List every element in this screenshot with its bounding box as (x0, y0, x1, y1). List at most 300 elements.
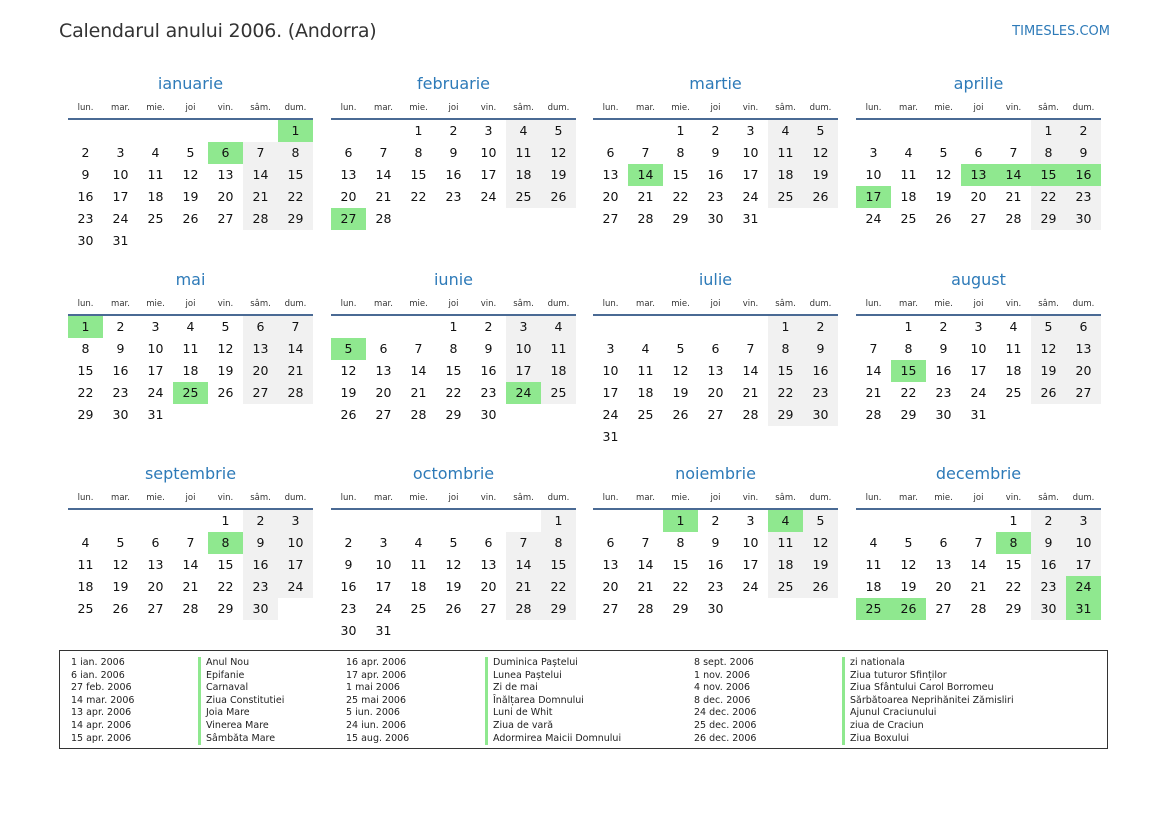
day-grid (856, 510, 1101, 620)
calendar-day: 30 (935, 407, 952, 422)
calendar-day: 24 (865, 211, 882, 226)
month-mai (68, 269, 313, 426)
calendar-day: 29 (1005, 601, 1022, 616)
calendar-day: 25 (768, 186, 803, 208)
calendar-day: 2 (484, 319, 493, 334)
weekday-label: mar. (374, 103, 393, 113)
calendar-day: 5 (541, 120, 576, 142)
calendar-day: 15 (77, 363, 94, 378)
calendar-day: 30 (803, 404, 838, 426)
calendar-day: 17 (147, 363, 164, 378)
calendar-day: 22 (541, 576, 576, 598)
calendar-day: 7 (1009, 145, 1018, 160)
calendar-day: 31 (602, 429, 619, 444)
calendar-day: 3 (746, 513, 755, 528)
empty-cell (926, 510, 961, 532)
calendar-day: 5 (1031, 316, 1066, 338)
holiday-date: 26 dec. 2006 (694, 732, 757, 744)
empty-cell (663, 316, 698, 338)
weekday-label: mar. (636, 103, 655, 113)
calendar-day: 7 (186, 535, 195, 550)
weekday-label: lun. (340, 103, 357, 113)
calendar-day: 28 (506, 598, 541, 620)
empty-cell (593, 120, 628, 142)
holiday-date: 24 dec. 2006 (694, 707, 757, 719)
calendar-day: 26 (803, 576, 838, 598)
holiday-day: 6 (208, 142, 243, 164)
calendar-day: 14 (865, 363, 882, 378)
calendar-day: 11 (410, 557, 427, 572)
month-name: decembrie (935, 464, 1022, 483)
calendar-day: 24 (480, 189, 497, 204)
calendar-day: 13 (480, 557, 497, 572)
empty-cell (243, 120, 278, 142)
holiday-name: Lunea Paștelui (485, 670, 621, 683)
calendar-day: 12 (803, 532, 838, 554)
calendar-day: 15 (410, 167, 427, 182)
weekday-label: dum. (547, 103, 570, 113)
weekday-label: mie. (409, 103, 428, 113)
calendar-day: 9 (344, 557, 353, 572)
calendar-day: 2 (449, 123, 458, 138)
calendar-day: 31 (375, 623, 392, 638)
calendar-day: 28 (1005, 211, 1022, 226)
month-septembrie (68, 463, 313, 620)
weekday-label: sâm. (250, 103, 271, 113)
empty-cell (593, 510, 628, 532)
empty-cell (996, 120, 1031, 142)
calendar-day: 11 (768, 142, 803, 164)
holiday-dates-column (346, 657, 409, 745)
empty-cell (103, 120, 138, 142)
day-grid (68, 316, 313, 426)
weekday-header (856, 295, 1101, 313)
empty-cell (698, 316, 733, 338)
calendar-day: 25 (1005, 385, 1022, 400)
holiday-name: Ziua Sfântului Carol Borromeu (842, 682, 1014, 695)
holiday-name: Ziua de vară (485, 720, 621, 733)
calendar-day: 20 (375, 385, 392, 400)
calendar-day: 26 (340, 407, 357, 422)
calendar-day: 18 (410, 579, 427, 594)
calendar-day: 5 (186, 145, 195, 160)
calendar-day: 15 (445, 363, 462, 378)
calendar-day: 1 (414, 123, 423, 138)
weekday-label: mie. (146, 493, 165, 503)
holiday-name: Ziua Boxului (842, 733, 1014, 746)
calendar-day: 25 (637, 407, 654, 422)
calendar-day: 27 (243, 382, 278, 404)
calendar-day: 9 (939, 341, 948, 356)
holiday-date: 15 apr. 2006 (71, 732, 132, 744)
holiday-date: 5 iun. 2006 (346, 707, 400, 719)
calendar-day: 18 (541, 360, 576, 382)
calendar-day: 11 (541, 338, 576, 360)
calendar-day: 30 (243, 598, 278, 620)
calendar-day: 19 (445, 579, 462, 594)
holiday-day: 13 (961, 164, 996, 186)
calendar-day: 28 (243, 208, 278, 230)
calendar-day: 26 (112, 601, 129, 616)
empty-cell (926, 120, 961, 142)
calendar-day: 25 (410, 601, 427, 616)
calendar-day: 22 (672, 189, 689, 204)
empty-cell (331, 120, 366, 142)
weekday-label: sâm. (513, 299, 534, 309)
empty-cell (436, 510, 471, 532)
calendar-day: 8 (676, 535, 685, 550)
calendar-day: 17 (506, 360, 541, 382)
weekday-label: vin. (480, 299, 497, 309)
empty-cell (733, 316, 768, 338)
calendar-day: 15 (672, 167, 689, 182)
calendar-day: 29 (217, 601, 234, 616)
calendar-day: 19 (935, 189, 952, 204)
calendar-day: 16 (112, 363, 129, 378)
weekday-label: lun. (602, 103, 619, 113)
calendar-day: 6 (243, 316, 278, 338)
calendar-day: 9 (1066, 142, 1101, 164)
calendar-day: 8 (541, 532, 576, 554)
site-link[interactable]: TIMESLES.COM (1012, 24, 1110, 39)
calendar-day: 21 (865, 385, 882, 400)
month-noiembrie (593, 463, 838, 620)
weekday-label: mar. (636, 299, 655, 309)
calendar-day: 9 (711, 535, 720, 550)
weekday-label: vin. (217, 493, 234, 503)
calendar-day: 15 (278, 164, 313, 186)
calendar-day: 21 (1005, 189, 1022, 204)
holiday-name: Carnaval (198, 682, 284, 695)
calendar-day: 14 (182, 557, 199, 572)
calendar-day: 20 (147, 579, 164, 594)
calendar-day: 26 (445, 601, 462, 616)
holiday-name: Sâmbăta Mare (198, 733, 284, 746)
weekday-label: joi (710, 493, 721, 503)
calendar-day: 7 (869, 341, 878, 356)
holiday-day: 5 (331, 338, 366, 360)
calendar-day: 30 (112, 407, 129, 422)
holiday-date: 24 iun. 2006 (346, 719, 407, 731)
month-name: octombrie (412, 464, 495, 483)
weekday-label: joi (973, 103, 984, 113)
calendar-day: 6 (606, 145, 615, 160)
calendar-day: 4 (506, 120, 541, 142)
empty-cell (401, 316, 436, 338)
calendar-day: 23 (243, 576, 278, 598)
calendar-day: 27 (602, 601, 619, 616)
calendar-day: 8 (768, 338, 803, 360)
calendar-day: 20 (217, 189, 234, 204)
calendar-day: 6 (711, 341, 720, 356)
calendar-day: 12 (340, 363, 357, 378)
calendar-day: 9 (449, 145, 458, 160)
calendar-day: 7 (243, 142, 278, 164)
calendar-day: 14 (410, 363, 427, 378)
calendar-day: 8 (904, 341, 913, 356)
calendar-day: 26 (803, 186, 838, 208)
calendar-day: 21 (278, 360, 313, 382)
calendar-day: 15 (541, 554, 576, 576)
weekday-label: mie. (934, 103, 953, 113)
calendar-day: 18 (637, 385, 654, 400)
calendar-day: 27 (217, 211, 234, 226)
holiday-dates-column (694, 657, 756, 745)
weekday-label: mie. (671, 493, 690, 503)
holiday-date: 4 nov. 2006 (694, 682, 750, 694)
holiday-day: 1 (278, 120, 313, 142)
calendar-day: 4 (541, 316, 576, 338)
holiday-day: 24 (506, 382, 541, 404)
weekday-header (593, 99, 838, 117)
calendar-day: 15 (768, 360, 803, 382)
weekday-label: dum. (809, 493, 832, 503)
calendar-day: 22 (445, 385, 462, 400)
calendar-day: 2 (1066, 120, 1101, 142)
month-name: iulie (698, 270, 733, 289)
calendar-day: 24 (602, 407, 619, 422)
month-octombrie (331, 463, 576, 642)
weekday-label: joi (448, 299, 459, 309)
weekday-label: mar. (636, 493, 655, 503)
calendar-day: 10 (865, 167, 882, 182)
empty-cell (401, 510, 436, 532)
holiday-day: 15 (1031, 164, 1066, 186)
holiday-day: 25 (173, 382, 208, 404)
empty-cell (961, 510, 996, 532)
month-name: august (951, 270, 1006, 289)
calendar-day: 6 (484, 535, 493, 550)
empty-cell (628, 510, 663, 532)
calendar-day: 2 (803, 316, 838, 338)
calendar-day: 13 (602, 167, 619, 182)
calendar-day: 28 (637, 601, 654, 616)
calendar-day: 23 (707, 579, 724, 594)
calendar-day: 10 (480, 145, 497, 160)
calendar-day: 7 (278, 316, 313, 338)
calendar-day: 22 (900, 385, 917, 400)
month-name: februarie (416, 74, 491, 93)
calendar-day: 26 (1031, 382, 1066, 404)
calendar-day: 31 (742, 211, 759, 226)
calendar-day: 13 (340, 167, 357, 182)
calendar-day: 11 (1005, 341, 1022, 356)
calendar-day: 7 (641, 535, 650, 550)
weekday-label: vin. (1005, 299, 1022, 309)
calendar-day: 22 (672, 579, 689, 594)
calendar-day: 14 (970, 557, 987, 572)
holiday-day: 16 (1066, 164, 1101, 186)
day-grid (68, 510, 313, 620)
empty-cell (628, 120, 663, 142)
calendar-day: 28 (637, 211, 654, 226)
calendar-day: 18 (1005, 363, 1022, 378)
calendar-day: 12 (803, 142, 838, 164)
calendar-day: 19 (112, 579, 129, 594)
calendar-day: 23 (1031, 576, 1066, 598)
calendar-day: 23 (1066, 186, 1101, 208)
calendar-day: 18 (900, 189, 917, 204)
holiday-date: 17 apr. 2006 (346, 669, 407, 681)
calendar-day: 25 (768, 576, 803, 598)
calendar-day: 7 (414, 341, 423, 356)
weekday-label: vin. (480, 103, 497, 113)
calendar-day: 20 (707, 385, 724, 400)
calendar-day: 1 (449, 319, 458, 334)
holiday-day: 1 (663, 510, 698, 532)
calendar-day: 3 (379, 535, 388, 550)
weekday-label: sâm. (775, 103, 796, 113)
calendar-day: 17 (602, 385, 619, 400)
calendar-day: 27 (375, 407, 392, 422)
empty-cell (68, 510, 103, 532)
calendar-day: 19 (541, 164, 576, 186)
weekday-label: dum. (809, 299, 832, 309)
weekday-label: vin. (742, 103, 759, 113)
calendar-day: 3 (974, 319, 983, 334)
calendar-day: 19 (900, 579, 917, 594)
weekday-label: mie. (671, 299, 690, 309)
calendar-day: 10 (278, 532, 313, 554)
calendar-day: 12 (1031, 338, 1066, 360)
holiday-day: 14 (996, 164, 1031, 186)
holiday-date: 1 ian. 2006 (71, 657, 125, 668)
weekday-label: joi (973, 493, 984, 503)
day-grid (593, 120, 838, 230)
calendar-day: 1 (676, 123, 685, 138)
calendar-day: 29 (1031, 208, 1066, 230)
calendar-day: 8 (81, 341, 90, 356)
calendar-day: 23 (340, 601, 357, 616)
page-title: Calendarul anului 2006. (Andorra) (59, 20, 377, 42)
weekday-header (331, 489, 576, 507)
calendar-day: 20 (243, 360, 278, 382)
calendar-day: 5 (803, 120, 838, 142)
calendar-day: 18 (506, 164, 541, 186)
month-name: noiembrie (675, 464, 756, 483)
calendar-day: 7 (746, 341, 755, 356)
calendar-day: 4 (869, 535, 878, 550)
empty-cell (103, 510, 138, 532)
calendar-day: 5 (116, 535, 125, 550)
day-grid (593, 316, 838, 448)
weekday-label: mar. (899, 299, 918, 309)
calendar-day: 27 (602, 211, 619, 226)
weekday-label: vin. (1005, 103, 1022, 113)
holiday-name: Luni de Whit (485, 707, 621, 720)
calendar-day: 22 (1031, 186, 1066, 208)
calendar-day: 9 (116, 341, 125, 356)
calendar-day: 14 (742, 363, 759, 378)
weekday-label: vin. (1005, 493, 1022, 503)
calendar-day: 20 (970, 189, 987, 204)
holiday-date: 1 mai 2006 (346, 682, 400, 694)
weekday-header (856, 99, 1101, 117)
calendar-day: 2 (1031, 510, 1066, 532)
weekday-label: joi (185, 493, 196, 503)
empty-cell (366, 120, 401, 142)
weekday-label: joi (185, 103, 196, 113)
calendar-day: 18 (768, 164, 803, 186)
calendar-day: 20 (935, 579, 952, 594)
calendar-day: 30 (707, 601, 724, 616)
holiday-day: 24 (1066, 576, 1101, 598)
calendar-day: 25 (541, 382, 576, 404)
calendar-day: 17 (1066, 554, 1101, 576)
holiday-day: 31 (1066, 598, 1101, 620)
empty-cell (331, 316, 366, 338)
calendar-day: 9 (81, 167, 90, 182)
weekday-label: mar. (899, 493, 918, 503)
empty-cell (856, 316, 891, 338)
empty-cell (173, 510, 208, 532)
calendar-day: 23 (707, 189, 724, 204)
calendar-day: 12 (935, 167, 952, 182)
holiday-name: Duminica Paștelui (485, 657, 621, 670)
calendar-day: 21 (970, 579, 987, 594)
holiday-list (59, 650, 1108, 749)
weekday-label: dum. (547, 299, 570, 309)
calendar-day: 12 (182, 167, 199, 182)
holiday-date: 14 apr. 2006 (71, 719, 132, 731)
calendar-day: 19 (803, 164, 838, 186)
calendar-day: 16 (445, 167, 462, 182)
calendar-day: 12 (217, 341, 234, 356)
weekday-label: mie. (409, 299, 428, 309)
calendar-day: 26 (182, 211, 199, 226)
empty-cell (138, 510, 173, 532)
month-aprilie (856, 73, 1101, 230)
weekday-label: lun. (77, 299, 94, 309)
empty-cell (856, 120, 891, 142)
calendar-day: 9 (803, 338, 838, 360)
weekday-label: sâm. (1038, 103, 1059, 113)
calendar-day: 25 (506, 186, 541, 208)
calendar-day: 18 (865, 579, 882, 594)
empty-cell (331, 510, 366, 532)
empty-cell (138, 120, 173, 142)
calendar-day: 29 (768, 404, 803, 426)
weekday-label: dum. (284, 493, 307, 503)
calendar-day: 27 (147, 601, 164, 616)
weekday-label: vin. (742, 493, 759, 503)
weekday-label: dum. (1072, 103, 1095, 113)
calendar-day: 1 (1031, 120, 1066, 142)
weekday-label: joi (448, 493, 459, 503)
calendar-day: 10 (1066, 532, 1101, 554)
calendar-day: 2 (243, 510, 278, 532)
weekday-label: mar. (111, 299, 130, 309)
calendar-day: 13 (243, 338, 278, 360)
calendar-day: 29 (541, 598, 576, 620)
calendar-day: 10 (742, 145, 759, 160)
calendar-day: 4 (1009, 319, 1018, 334)
calendar-day: 26 (217, 385, 234, 400)
month-name: mai (175, 270, 206, 289)
calendar-day: 7 (506, 532, 541, 554)
weekday-label: vin. (217, 299, 234, 309)
day-grid (331, 316, 576, 426)
calendar-day: 20 (340, 189, 357, 204)
weekday-label: lun. (340, 493, 357, 503)
calendar-day: 25 (900, 211, 917, 226)
calendar-day: 19 (340, 385, 357, 400)
calendar-day: 5 (803, 510, 838, 532)
holiday-name: Zi de mai (485, 682, 621, 695)
holiday-day: 26 (891, 598, 926, 620)
weekday-label: lun. (602, 493, 619, 503)
weekday-label: mar. (374, 299, 393, 309)
